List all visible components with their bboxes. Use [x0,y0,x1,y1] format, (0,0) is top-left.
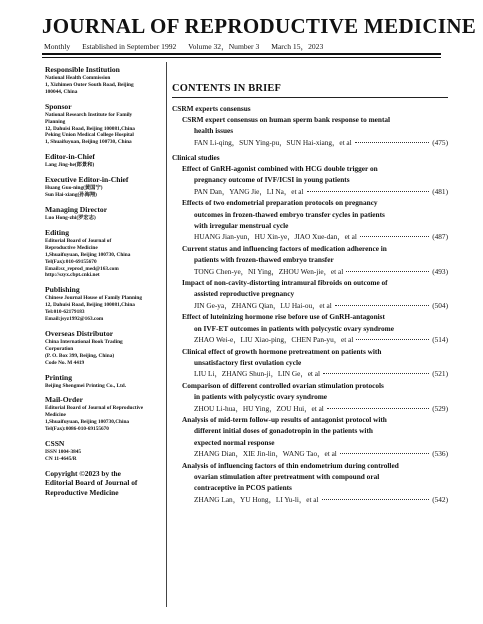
page-number: (521) [432,369,448,379]
article-title: Clinical effect of growth hormone pretreatment on patients with [182,346,382,356]
toc-entry[interactable] [172,380,448,414]
masthead-line: Beijing Shengmei Printing Co., Ltd. [45,382,127,389]
article-authors: ZHAO Wei-e，LIU Xiao-ping，CHEN Pan-yu，et al [194,335,354,345]
masthead-heading: CSSN [45,439,65,449]
copyright-line: Editorial Board of Journal of [45,478,138,488]
masthead-line: Tel(Fax):010-69155670 [45,258,97,265]
author-line [182,368,448,379]
masthead-column [45,65,169,497]
article-title: Current status and influencing factors of medication adherence in [182,243,387,253]
article-authors: FAN Li-qing，SUN Ying-pu，SUN Hai-xiang，et al [194,137,352,147]
masthead-heading: Sponsor [45,101,72,111]
masthead-line: Email:jsyz1992@163.com [45,316,104,323]
author-line [182,186,448,197]
masthead-section [45,152,169,169]
page-number: (529) [432,403,448,413]
masthead-heading: Executive Editor-in-Chief [45,175,129,185]
page-number: (542) [432,494,448,504]
masthead-line: Corporation [45,345,74,352]
toc-entry[interactable] [172,197,448,243]
masthead-section [45,228,169,279]
article-title: CSRM expert consensus on human sperm bank response to mental [182,114,391,124]
page-number: (493) [432,266,448,276]
toc-entry[interactable] [172,311,448,345]
established: Established in September 1992 [82,42,177,51]
article-title-continued: expected normal response [194,437,275,447]
dot-leader [356,339,429,340]
author-line [182,266,448,277]
masthead-section [45,329,169,367]
dot-leader [327,408,429,409]
author-line [182,300,448,311]
article-authors: JIN Ge-ya，ZHANG Qian，LU Hai-ou，et al [194,300,332,310]
masthead-line: 100044, China [45,88,78,95]
masthead-line: http://szyx.cbpt.cnki.net [45,272,100,279]
masthead-heading: Printing [45,372,73,382]
toc-category: Clinical studies [172,153,220,163]
masthead-section [45,373,169,390]
journal-title: JOURNAL OF REPRODUCTIVE MEDICINE [42,14,477,38]
page-number: (504) [432,300,448,310]
article-authors: ZHOU Li-hua，HU Ying，ZOU Hui，et al [194,403,324,413]
column-divider [166,62,167,607]
page-number: (481) [432,186,448,196]
toc-list [172,103,448,505]
article-title-continued: assisted reproductive pregnancy [194,289,295,299]
author-line [182,403,448,414]
article-authors: ZHANG Dian，XIE Jin-lin，WANG Tao，et al [194,449,337,459]
masthead-line: Medicine [45,412,66,419]
article-authors: TONG Chen-ye，NI Ying，ZHOU Wen-jie，et al [194,266,344,276]
toc-entry[interactable] [172,114,448,148]
masthead-section [45,175,169,199]
page-number: (536) [432,449,448,459]
masthead-line: Editorial Board of Journal of Reproductive [45,405,144,412]
masthead-section [45,65,169,96]
dot-leader [307,191,430,192]
header-rule [42,53,441,55]
article-title-continued: different initial doses of gonadotropin in the patients with [194,426,373,436]
author-line [182,494,448,505]
toc-entry[interactable] [172,277,448,311]
masthead-line: Luo Hong-zhi(罗宏志) [45,214,96,221]
article-title: Analysis of mid-term follow-up results of antagonist protocol with [182,414,387,424]
article-title-continued: health issues [194,126,234,136]
dot-leader [360,236,429,237]
masthead-section [45,205,169,222]
masthead-heading: Managing Director [45,204,108,214]
volume: Volume 32，Number 3 [188,42,260,51]
author-line [182,231,448,242]
dot-leader [346,271,429,272]
masthead-line: 1,Shuaifuyuan, Beijing 100730, China [45,251,131,258]
toc-entry[interactable] [172,243,448,277]
toc-category: CSRM experts consensus [172,103,251,113]
masthead-line: CN 11-4645/R [45,456,77,462]
article-authors: PAN Dan，YANG Jie，LI Na，et al [194,186,304,196]
article-title: Effects of two endometrial preparation protocols on pregnancy [182,198,378,208]
article-title: Impact of non-cavity-distorting intramural fibroids on outcome of [182,278,388,288]
dot-leader [322,499,430,500]
masthead-line: Sun Hai-xiang(孙海翔) [45,192,97,199]
journal-meta [44,41,333,52]
dot-leader [340,453,429,454]
masthead-heading: Editing [45,227,70,237]
dot-leader [335,305,429,306]
article-title-continued: ovarian stimulation after pretreatment with compound oral [194,471,380,481]
masthead-heading: Overseas Distributor [45,328,114,338]
article-title-continued: pregnancy outcome of IVF/ICSI in young patients [194,175,350,185]
masthead-line: Planning [45,118,66,125]
masthead-line: Editorial Board of Journal of [45,237,112,244]
masthead-line: National Research Institute for Family [45,111,133,118]
masthead-line: Lang Jing-he(郎景和) [45,162,95,169]
masthead-line: Code No. M 4419 [45,359,85,366]
contents-title: CONTENTS IN BRIEF [172,83,282,94]
article-title-continued: contraceptive in PCOS patients [194,483,292,493]
author-line [182,334,448,345]
dot-leader [323,373,429,374]
article-title: Effect of luteinizing hormone rise before use of GnRH-antagonist [182,312,385,322]
toc-entry[interactable] [172,414,448,460]
page-number: (487) [432,232,448,242]
header-rule-thin [42,57,441,58]
masthead-line: Huang Guo-ning(黄国宁) [45,185,103,192]
masthead-line: Tel:010-62179183 [45,309,85,316]
masthead-section [45,102,169,147]
copyright [45,469,169,498]
toc-entry[interactable] [172,460,448,506]
toc-entry[interactable] [172,346,448,380]
toc-entry[interactable] [172,163,448,197]
masthead-heading: Responsible Institution [45,65,120,74]
page-number: (475) [432,137,448,147]
masthead-line: 1,Shuaifuyuan, Beijing 100730,China [45,419,130,426]
copyright-line: Copyright ©2023 by the [45,468,121,478]
masthead-line: Tel(Fax):0086-010-69155670 [45,426,109,433]
article-title: Analysis of influencing factors of thin endometrium during controlled [182,460,399,470]
article-title: Effect of GnRH-agonist combined with HCG double trigger on [182,164,378,174]
article-title-continued: on IVF-ET outcomes in patients with polycystic ovary syndrome [194,323,394,333]
article-title-continued: outcomes in frozen-thawed embryo transfer cycles in patients [194,209,385,219]
copyright-line: Reproductive Medicine [45,487,119,497]
masthead-heading: Editor-in-Chief [45,152,95,162]
masthead-line: 12, Dahuisi Road, Beijing 100081,China [45,302,135,309]
contents-column [172,82,448,505]
masthead-line: Peking Union Medical College Hospital [45,132,134,139]
article-authors: LIU Li，ZHANG Shun-ji，LIN Ge，et al [194,369,321,379]
article-title-continued: unsatisfactory first ovulation cycle [194,357,302,367]
author-line [182,448,448,459]
masthead-section [45,439,169,463]
masthead-line: 1, Shuaifuyuan, Beijing 100730, China [45,139,132,146]
masthead-heading: Publishing [45,285,80,295]
masthead-line: (P. O. Box 399, Beijing, China) [45,352,115,359]
masthead-section [45,285,169,323]
masthead-line: 1, Xizhimen Outer South Road, Beijing [45,81,134,88]
author-line [182,137,448,148]
dot-leader [355,142,430,143]
article-authors: HUANG Jian-yun，HU Xin-ye，JIAO Xue-dan，et al [194,232,357,242]
masthead-line: National Health Commission [45,75,111,81]
contents-rule [172,97,448,98]
masthead-line: China International Book Trading [45,338,123,345]
article-title-continued: patients with frozen-thawed embryo transfer [194,255,334,265]
masthead-line: ISSN 1004-3845 [45,449,82,456]
masthead-line: Reproductive Medicine [45,244,98,251]
masthead-heading: Mail-Order [45,395,83,405]
masthead-line: Email:sz_reprod_med@163.com [45,265,119,272]
article-title-continued: in patients with polycystic ovary syndrome [194,392,328,402]
frequency: Monthly [44,42,71,51]
article-title-continued: with irregular menstrual cycle [194,221,289,231]
masthead-line: 12, Dahuisi Road, Beijing 100081,China [45,125,135,132]
article-authors: ZHANG Lan，YU Hong，LI Yu-li，et al [194,494,319,504]
masthead-section [45,395,169,433]
masthead-line: Chinese Journal House of Family Planning [45,295,142,302]
page-number: (514) [432,335,448,345]
issue-date: March 15，2023 [271,42,324,51]
article-title: Comparison of different controlled ovarian stimulation protocols [182,380,384,390]
